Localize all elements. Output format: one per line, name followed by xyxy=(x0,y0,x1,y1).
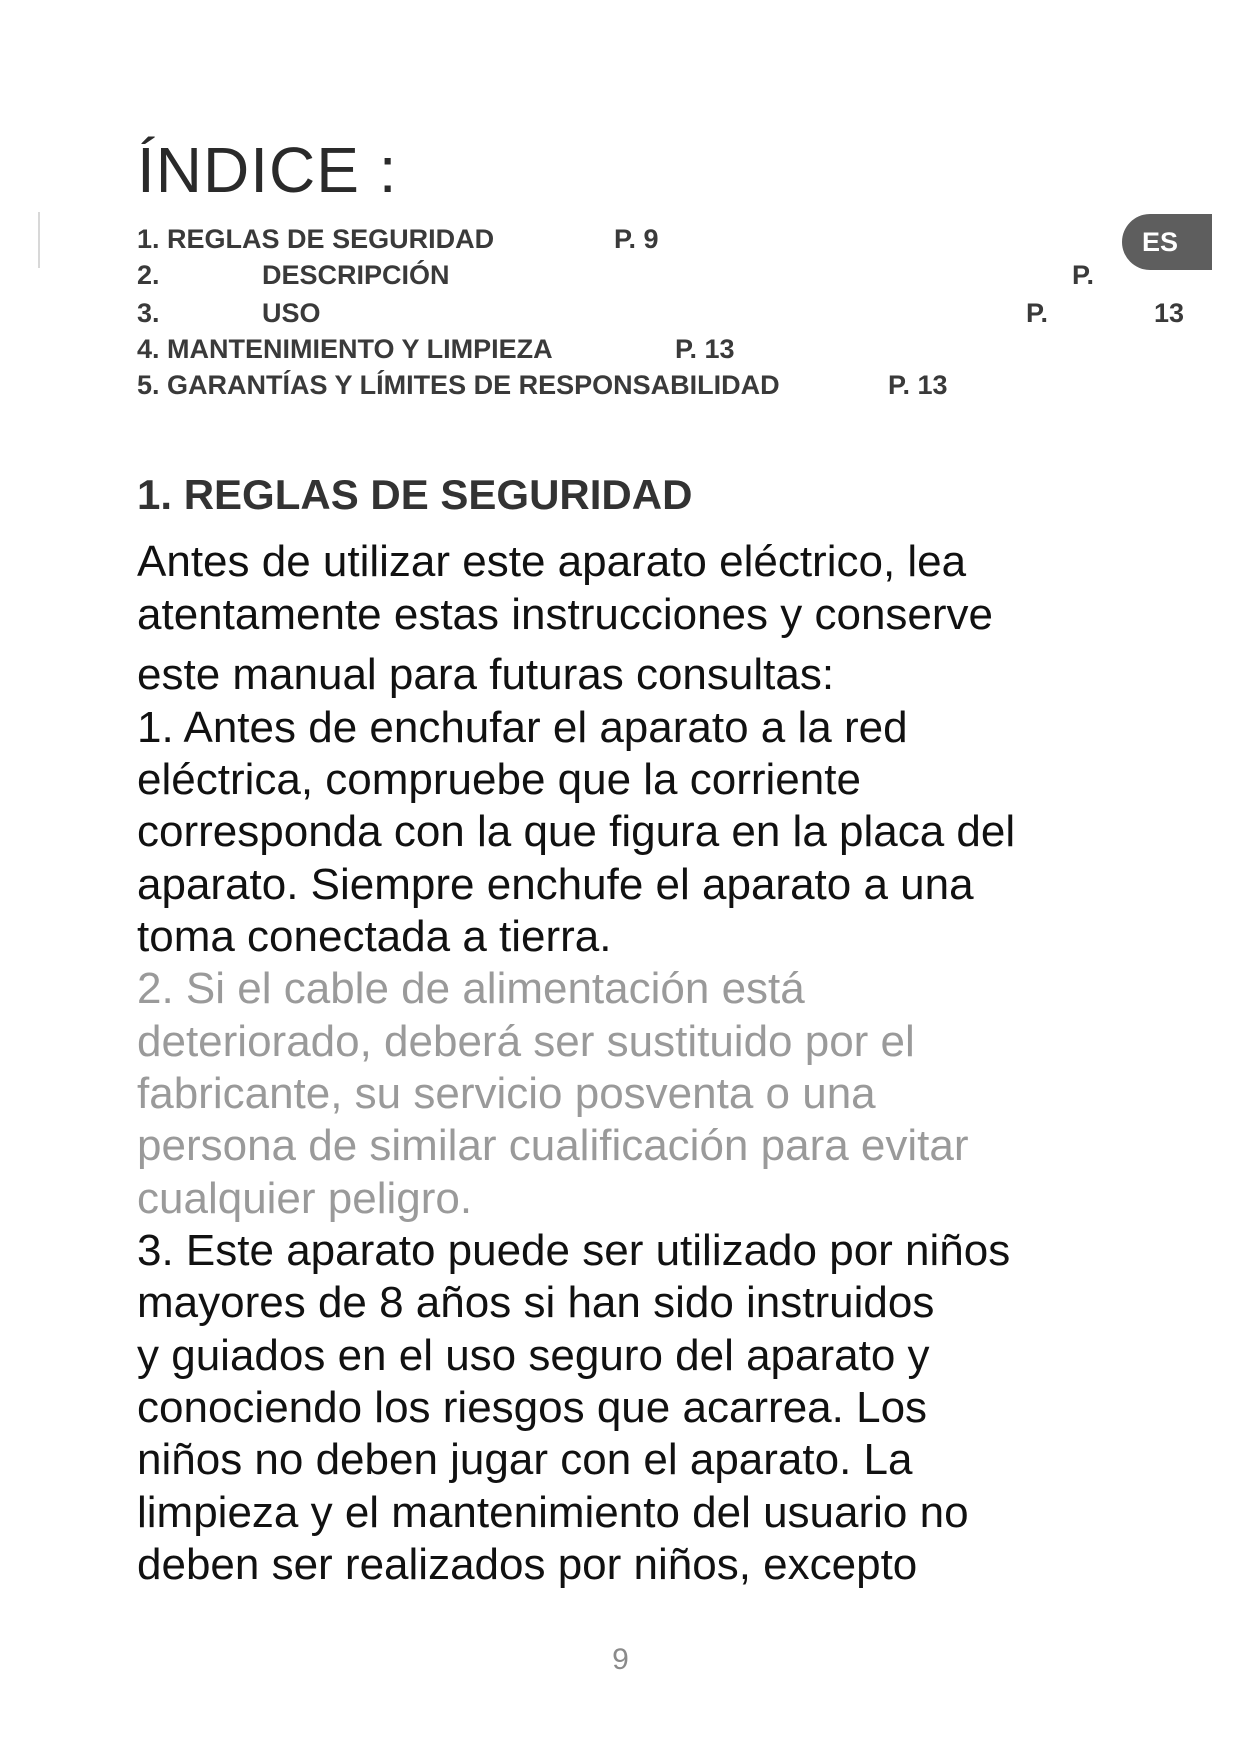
body-line: deben ser realizados por niños, excepto xyxy=(137,1540,918,1589)
toc-entry-number: 4. xyxy=(137,334,160,364)
toc-entry-2-label: DESCRIPCIÓN xyxy=(262,260,450,290)
toc-entry-label: REGLAS DE SEGURIDAD xyxy=(167,224,495,254)
body-line: 1. Antes de enchufar el aparato a la red xyxy=(137,703,908,752)
body-line: y guiados en el uso seguro del aparato y xyxy=(137,1331,930,1380)
index-title: ÍNDICE : xyxy=(137,134,398,206)
body-line: limpieza y el mantenimiento del usuario no xyxy=(137,1488,969,1537)
toc-entry-5-page: P. 13 xyxy=(888,370,948,400)
toc-entry-label: GARANTÍAS Y LÍMITES DE RESPONSABILIDAD xyxy=(167,370,780,400)
body-line: atentamente estas instrucciones y conserve xyxy=(137,590,994,639)
language-badge: ES xyxy=(1122,214,1212,270)
toc-entry-number: 1. xyxy=(137,224,160,254)
toc-entry-label: MANTENIMIENTO Y LIMPIEZA xyxy=(167,334,553,364)
body-line: conociendo los riesgos que acarrea. Los xyxy=(137,1383,928,1432)
toc-entry-2-page: P. xyxy=(1072,260,1095,290)
body-line: eléctrica, compruebe que la corriente xyxy=(137,755,861,804)
body-line: aparato. Siempre enchufe el aparato a una xyxy=(137,860,974,909)
body-line-faded: 2. Si el cable de alimentación está xyxy=(137,964,805,1013)
body-line: 3. Este aparato puede ser utilizado por niños xyxy=(137,1226,1011,1275)
toc-entry-1 xyxy=(137,226,494,253)
toc-entry-5 xyxy=(137,372,780,399)
toc-entry-2-number: 2. xyxy=(137,260,160,290)
body-line: corresponda con la que figura en la placa del xyxy=(137,807,1016,856)
toc-entry-3-label: USO xyxy=(262,298,321,328)
body-line-faded: persona de similar cualificación para evitar xyxy=(137,1121,969,1170)
toc-entry-3-number: 3. xyxy=(137,298,160,328)
body-line: mayores de 8 años si han sido instruidos xyxy=(137,1278,935,1327)
body-line-faded: fabricante, su servicio posventa o una xyxy=(137,1069,876,1118)
toc-entry-3-page-number: 13 xyxy=(1154,298,1185,328)
body-line: Antes de utilizar este aparato eléctrico, lea xyxy=(137,537,967,586)
body-line-faded: cualquier peligro. xyxy=(137,1174,473,1223)
toc-entry-1-page: P. 9 xyxy=(614,224,659,254)
toc-entry-number: 5. xyxy=(137,370,160,400)
section-heading: 1. REGLAS DE SEGURIDAD xyxy=(137,471,693,518)
toc-entry-4 xyxy=(137,336,553,363)
page-number: 9 xyxy=(612,1643,629,1676)
body-line: este manual para futuras consultas: xyxy=(137,650,835,699)
toc-entry-4-page: P. 13 xyxy=(675,334,735,364)
margin-line xyxy=(38,212,40,268)
body-line: toma conectada a tierra. xyxy=(137,912,612,961)
body-line: niños no deben jugar con el aparato. La xyxy=(137,1435,913,1484)
toc-entry-3-page: P. xyxy=(1026,298,1049,328)
body-line-faded: deteriorado, deberá ser sustituido por el xyxy=(137,1017,915,1066)
